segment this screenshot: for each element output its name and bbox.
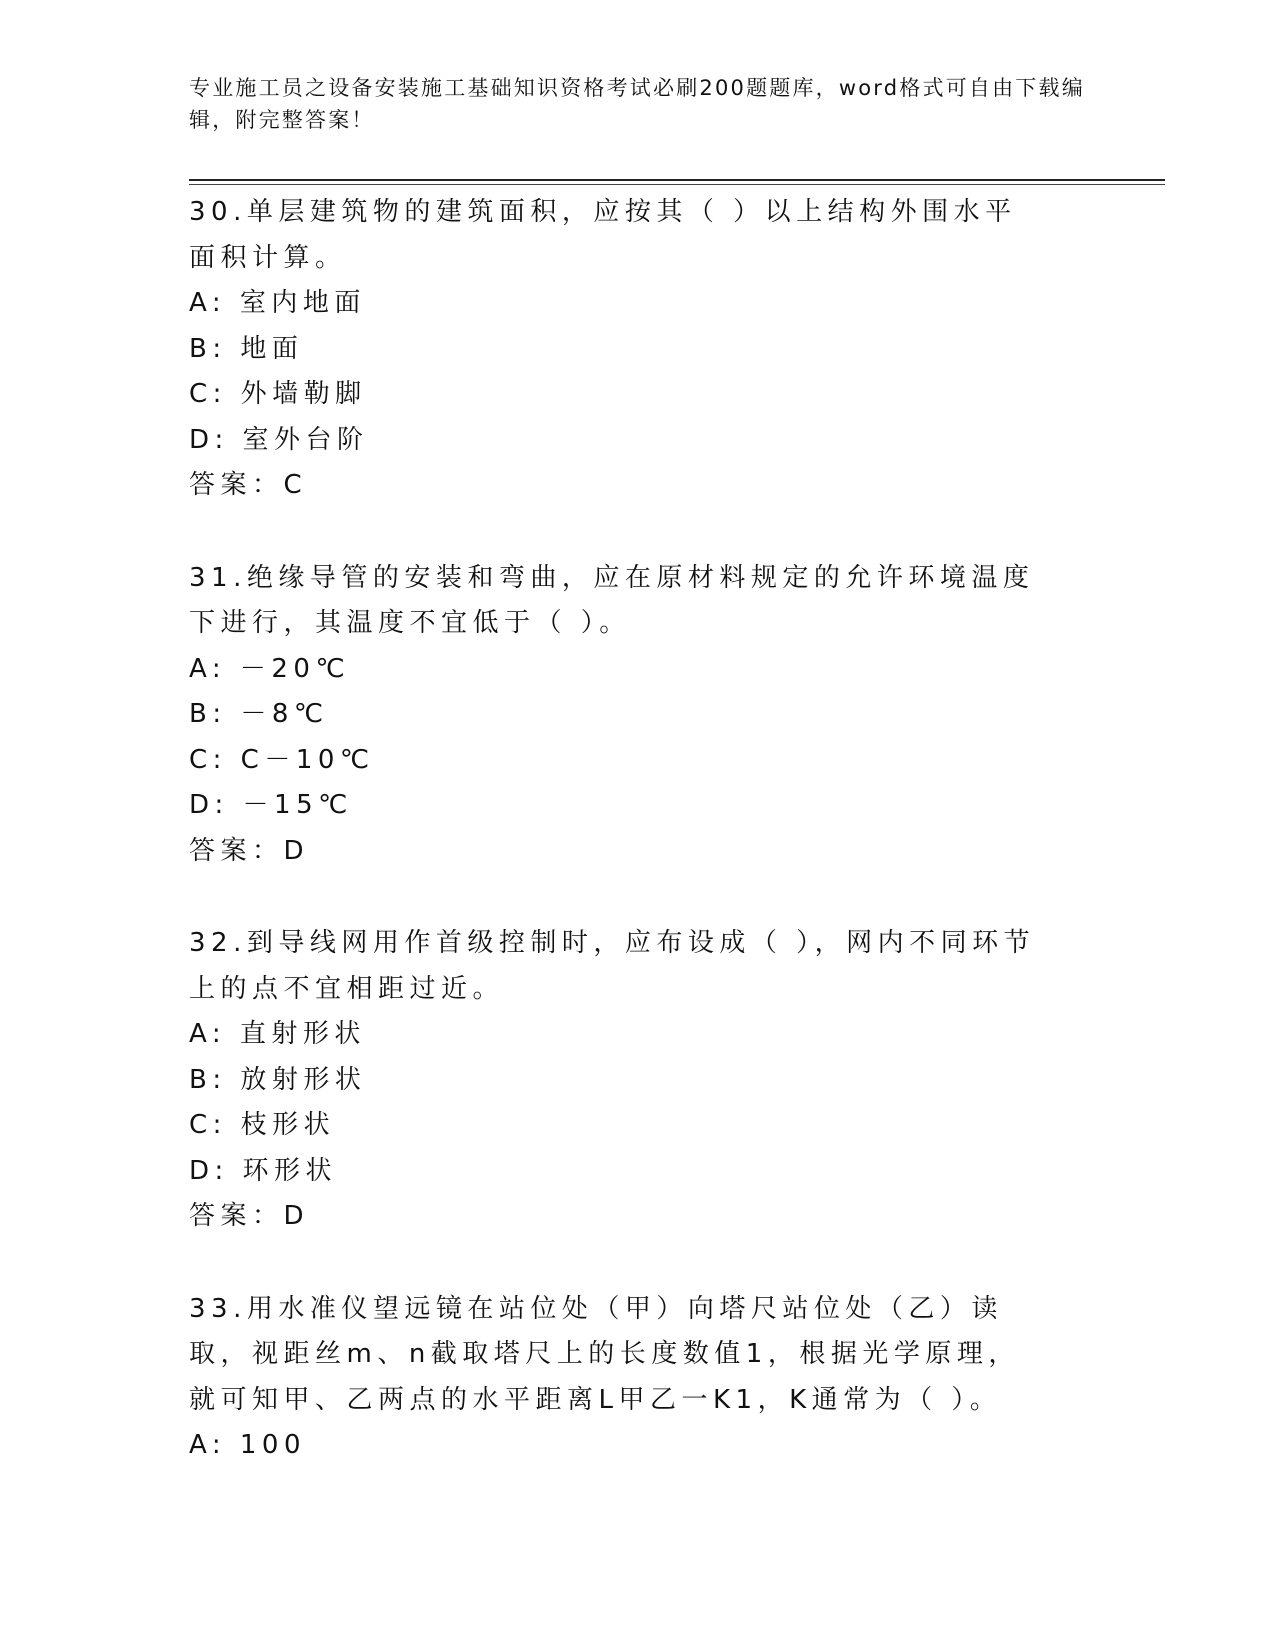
option-b: B: －8℃ xyxy=(189,699,329,729)
answer: 答案：D xyxy=(189,1201,310,1231)
option-c: C: 外墙勒脚 xyxy=(189,379,367,409)
question-stem: 33.用水准仪望远镜在站位处（甲）向塔尺站位处（乙）读取，视距丝m、n截取塔尺上的长度数值1，根据光学原理，就可知甲、乙两点的水平距离L甲乙一K1，K通常为（ ）。 xyxy=(189,1293,1020,1415)
option-b: B: 放射形状 xyxy=(189,1064,367,1095)
option-a: A: 100 xyxy=(189,1430,306,1460)
answer: 答案：D xyxy=(189,835,310,866)
option-b: B: 地面 xyxy=(189,333,304,364)
question-stem: 30.单层建筑物的建筑面积，应按其（ ）以上结构外围水平面积计算。 xyxy=(189,197,1017,273)
answer: 答案：C xyxy=(189,470,308,500)
header-divider-thin xyxy=(189,184,1165,185)
question-31 xyxy=(189,556,1089,875)
header-divider-thick xyxy=(189,179,1165,181)
document-header: 专业施工员之设备安装施工基础知识资格考试必刷200题题库，word格式可自由下载编辑，附完整答案！ xyxy=(189,76,1085,132)
option-a: A: 室内地面 xyxy=(189,288,366,318)
option-d: D: 室外台阶 xyxy=(189,424,369,455)
question-stem: 32.到导线网用作首级控制时，应布设成（ ），网内不同环节上的点不宜相距过近。 xyxy=(189,928,1036,1004)
question-stem: 31.绝缘导管的安装和弯曲，应在原材料规定的允许环境温度下进行，其温度不宜低于（ ）。 xyxy=(189,562,1035,638)
question-32 xyxy=(189,921,1089,1240)
option-c: C: C－10℃ xyxy=(189,744,375,775)
question-33 xyxy=(189,1287,1089,1469)
option-a: A: －20℃ xyxy=(189,653,351,684)
question-list xyxy=(189,190,1089,1469)
question-30 xyxy=(189,190,1089,509)
option-d: D: 环形状 xyxy=(189,1155,338,1186)
option-c: C: 枝形状 xyxy=(189,1110,336,1140)
option-d: D: －15℃ xyxy=(189,790,353,820)
option-a: A: 直射形状 xyxy=(189,1019,366,1049)
